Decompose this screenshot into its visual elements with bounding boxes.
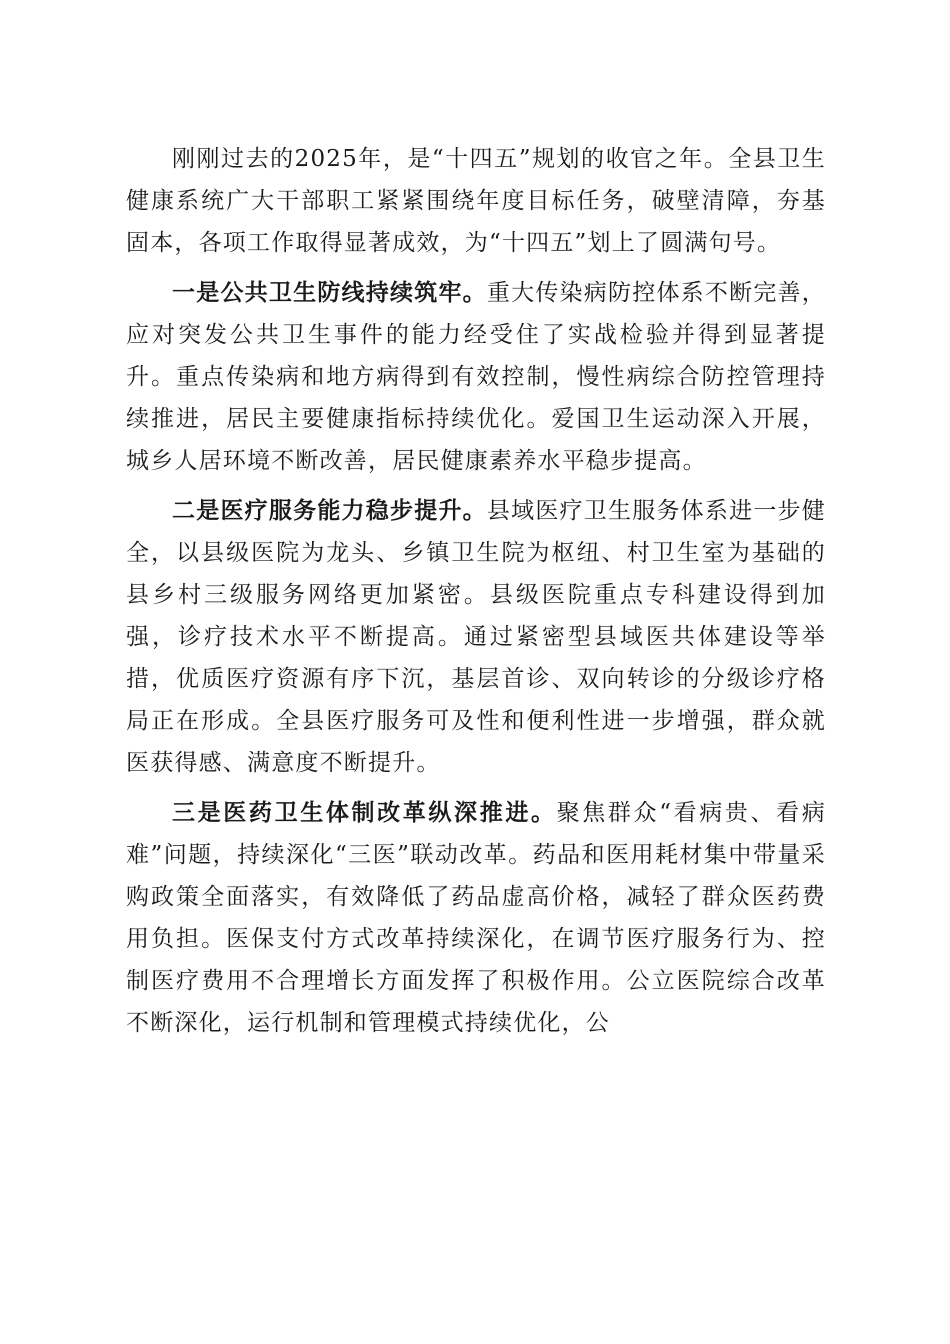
- paragraph-text: 县域医疗卫生服务体系进一步健全，以县级医院为龙头、乡镇卫生院为枢纽、村卫生室为基础的县乡村三级服务网络更加紧密。县级医院重点专科建设得到加强，诊疗技术水平不断提高。通过紧密型县域医共体建设等举措，优质医疗资源有序下沉，基层首诊、双向转诊的分级诊疗格局正在形成。全县医疗服务可及性和便利性进一步增强，群众就医获得感、满意度不断提升。: [126, 498, 826, 776]
- paragraph-medical-services: [126, 490, 826, 784]
- paragraph-lead: 二是医疗服务能力稳步提升。: [172, 497, 487, 524]
- paragraph-lead: 三是医药卫生体制改革纵深推进。: [172, 799, 557, 826]
- paragraph-text: 聚焦群众“看病贵、看病难”问题，持续深化“三医”联动改革。药品和医用耗材集中带量采购政策全面落实，有效降低了药品虚高价格，减轻了群众医药费用负担。医保支付方式改革持续深化，在调节医疗服务行为、控制医疗费用不合理增长方面发挥了积极作用。公立医院综合改革不断深化，运行机制和管理模式持续优化，公: [126, 800, 826, 1036]
- paragraph-public-health: [126, 272, 826, 482]
- paragraph-reform: [126, 792, 826, 1044]
- paragraph-lead: 一是公共卫生防线持续筑牢。: [172, 279, 487, 306]
- paragraph-text: 刚刚过去的2025年，是“十四五”规划的收官之年。全县卫生健康系统广大干部职工紧紧围绕年度目标任务，破壁清障，夯基固本，各项工作取得显著成效，为“十四五”划上了圆满句号。: [126, 146, 826, 256]
- document-body: [126, 138, 826, 1052]
- paragraph-text: 重大传染病防控体系不断完善，应对突发公共卫生事件的能力经受住了实战检验并得到显著提升。重点传染病和地方病得到有效控制，慢性病综合防控管理持续推进，居民主要健康指标持续优化。爱国卫生运动深入开展，城乡人居环境不断改善，居民健康素养水平稳步提高。: [126, 280, 826, 474]
- paragraph-intro: [126, 138, 826, 264]
